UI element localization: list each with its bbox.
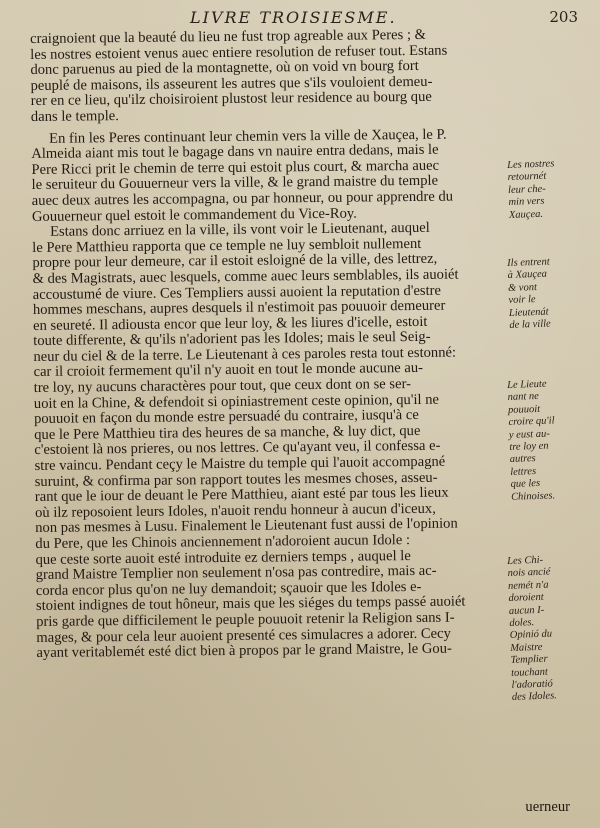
margin-note-line: voir le — [508, 294, 536, 307]
margin-note — [507, 553, 600, 705]
margin-notes — [503, 0, 597, 828]
catchword: uerneur — [525, 799, 570, 815]
margin-note-line: retournét — [507, 171, 547, 184]
text-line: grand Maistre Templier non seulement n'osa pas contredire, mais ac- — [35, 562, 437, 584]
text-line: pris garde que difficilement le peuple pouuoit retenir la Religion sans I- — [36, 609, 455, 630]
margin-note-line: Le Lieute — [507, 378, 547, 391]
text-line: Estans donc arriuez en la ville, ils vont voir le Lieutenant, auquel — [50, 219, 430, 240]
text-line: dans le temple. — [30, 108, 119, 125]
margin-note-line: Les Chi- — [507, 554, 544, 567]
margin-note-line: aucun I- — [508, 604, 545, 617]
text-line: peuplé de maisons, ils asseurent les autres que s'ils vouloient demeu- — [30, 73, 433, 94]
text-line: & des Magistrats, auec lesquels, comme auec leurs semblables, ils auoiét — [32, 266, 459, 287]
margin-note-line: nois ancié — [507, 566, 551, 580]
text-line: où ilz reposoient leurs Idoles, n'auoit rendu honneur à aucun d'iceux, — [34, 500, 436, 521]
margin-note-line: des Idoles. — [511, 690, 558, 704]
text-line: suruint, & confirma par son rapport toutes les mesmes choses, asseu- — [34, 469, 438, 490]
text-line: craignoient que la beauté du lieu ne fust trop agreable aux Peres ; & — [29, 26, 427, 47]
margin-note-line: Templier — [510, 653, 548, 667]
text-line: hommes meschans, aupres desquels il n'estimoit pas pouuoir demeurer — [32, 297, 446, 319]
margin-note-line: min vers — [508, 195, 545, 209]
margin-note-line: croire qu'il — [508, 415, 555, 429]
margin-note-line: que les — [510, 478, 541, 491]
margin-note-line: l'adoratió — [511, 678, 554, 691]
margin-note — [507, 377, 599, 504]
margin-note-line: Xauçea. — [508, 208, 544, 221]
text-line: corda encor plus qu'on ne luy demandoit; sçauoir que les Idoles e- — [35, 578, 422, 599]
margin-note-line: Ils entrent — [507, 256, 550, 269]
margin-note-line: nant ne — [507, 391, 540, 404]
margin-note-line: touchant — [510, 666, 549, 679]
text-line: uoit en la Chine, & defendoit si opiniastrement ceste opinion, qu'il ne — [33, 391, 440, 412]
text-line: auec deux autres les accompagna, ou par honneur, ou pour apprendre du — [31, 188, 454, 209]
text-line: que le Pere Matthieu tira des heures de sa manche, & luy dict, que — [34, 422, 421, 443]
margin-note-line: autres — [509, 453, 536, 466]
margin-note-line: à Xauçea — [507, 269, 548, 282]
margin-note-line: y eust au- — [508, 428, 550, 441]
text-line: neur du ciel & de la terre. Le Lieutenant à ces paroles resta tout estonné: — [33, 344, 457, 365]
margin-note — [507, 255, 598, 332]
margin-note — [507, 157, 597, 222]
text-line: le Pere Matthieu rapporta que ce temple ne luy sembloit nullement — [32, 235, 422, 256]
margin-note-line: doles. — [509, 617, 535, 629]
text-line: donc paruenus au pied de la montagnette, où on void vn bourg fort — [30, 58, 419, 79]
margin-note-line: Lieutenát — [508, 306, 549, 319]
margin-note-line: nemét n'a — [507, 579, 549, 592]
margin-note-line: pouuoit — [507, 403, 541, 416]
text-line: rer en ce lieu, qu'ilz choisiroient plustost leur residence au bourg que — [30, 89, 432, 110]
margin-note-line: doroient — [508, 591, 544, 605]
text-line: le seruiteur du Gouuerneur vers la ville, & le grand maistre du temple — [31, 173, 439, 194]
text-line: stoient indignes de tout hôneur, mais que les siéges du temps passé auoiét — [35, 593, 466, 615]
margin-note-line: & vont — [507, 281, 538, 294]
text-line: tre loy, ny aucuns charactères pour tout, que ceux dont on se ser- — [33, 376, 412, 397]
text-line: accoustumé de viure. Ces Templiers aussi auoient la reputation d'estre — [32, 282, 442, 303]
margin-note-line: tre loy en — [509, 440, 549, 453]
text-line: c'estoient là nos prieres, ou nos lettres. Ce qu'ayant veu, il confessa e- — [34, 438, 441, 459]
text-line: toute differente, & qu'ils n'adorient pas les Idoles; mais le seul Seig- — [33, 329, 431, 350]
text-line: ayant veritablemét esté dict bien à propos par le grand Maistre, le Gou- — [36, 640, 452, 662]
text-line: du Pere, que les Chinois anciennement n'adoroient aucun Idole : — [35, 532, 411, 552]
text-line: car il croioit fermement qu'il n'y auoit en tout le monde aucune au- — [33, 360, 424, 381]
main-text — [30, 27, 511, 662]
text-line: stre vaincu. Pendant ceçy le Maistre du temple qui l'auoit accompagné — [34, 453, 446, 475]
text-line: non pas mesmes à Lusu. Finalement le Lieutenant fust aussi de l'opinion — [35, 515, 458, 537]
page-number: 203 — [549, 8, 578, 26]
margin-note-line: de la ville — [509, 318, 551, 331]
text-line: Pere Ricci prit le chemin de terre qui estoit plus court, & marcha auec — [31, 157, 440, 178]
text-line: les nostres estoient venus auec entiere resolution de refuser tout. Estans — [30, 42, 448, 63]
margin-note-line: Maistre — [510, 641, 543, 654]
text-line: mages, & pour cela leur auoient presenté ces simulacres a adorer. Cecy — [36, 625, 451, 646]
text-line: Gouuerneur quel estoit le commandement du Vice-Roy. — [31, 205, 357, 225]
text-line: En fin les Peres continuant leur chemin vers la ville de Xauçea, le P. — [49, 126, 447, 147]
text-line: rant que le iour de deuant le Pere Matthieu, aiant esté par tous les lieux — [34, 484, 449, 506]
margin-note-line: Les nostres — [507, 158, 555, 171]
text-line: propre pour leur demeure, car il estoit esloigné de la ville, des lettrez, — [32, 251, 438, 272]
margin-note-line: Chinoises. — [510, 490, 556, 503]
text-line: Almeida aiant mis tout le bagage dans vn nauire entra dedans, mais le — [31, 141, 439, 163]
text-line: en seureté. Il adiousta encor que leur loy, & les liures d'icelle, estoit — [32, 313, 428, 334]
text-line: que ceste sorte auoit esté introduite ez derniers temps , auquel le — [35, 547, 411, 568]
margin-note-line: lettres — [510, 465, 537, 478]
margin-note-line: Opinió du — [509, 628, 553, 642]
running-title: LIVRE TROISIESME. — [190, 8, 397, 27]
text-line: pouuoit en façon du monde estre persuadé du contraire, iusqu'à ce — [33, 407, 419, 428]
margin-note-line: leur che- — [507, 183, 546, 196]
